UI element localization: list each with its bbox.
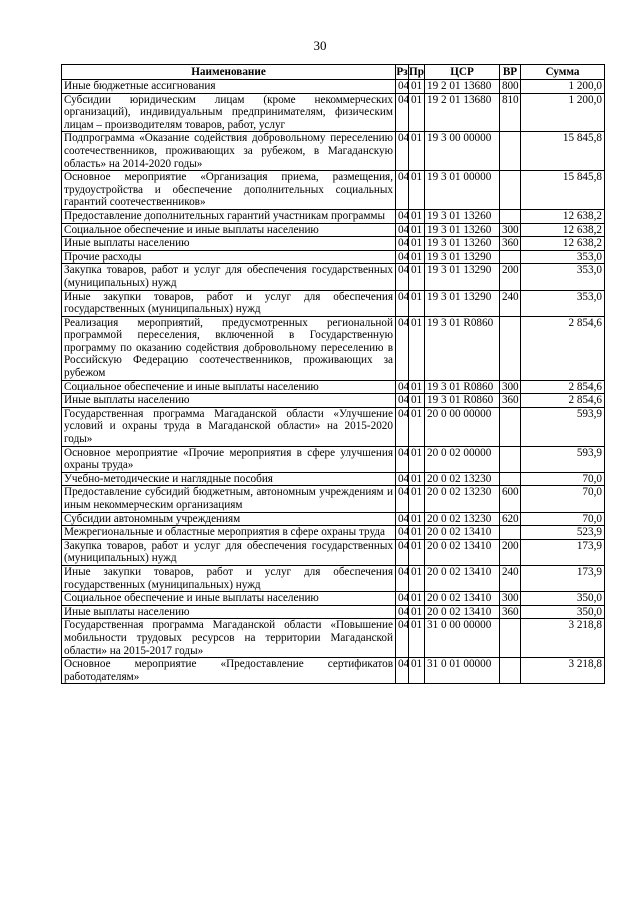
row-rz-cell: 04 (396, 223, 409, 237)
row-sum-cell: 350,0 (521, 605, 605, 619)
row-sum-cell: 2 854,6 (521, 380, 605, 394)
header-vr: ВР (500, 65, 521, 80)
row-pr-cell: 01 (409, 407, 425, 446)
row-pr-cell: 01 (409, 80, 425, 94)
row-rz-cell: 04 (396, 619, 409, 658)
row-rz-cell: 04 (396, 394, 409, 408)
row-pr-cell: 01 (409, 619, 425, 658)
table-row (62, 472, 605, 486)
row-csr-cell: 19 3 01 R0860 (425, 316, 500, 380)
table-row (62, 80, 605, 94)
row-sum-cell: 70,0 (521, 486, 605, 512)
table-row (62, 264, 605, 290)
row-pr-cell: 01 (409, 171, 425, 210)
row-pr-cell: 01 (409, 250, 425, 264)
row-vr-cell (500, 526, 521, 540)
table-row (62, 526, 605, 540)
row-name-cell: Подпрограмма «Оказание содействия добровольному переселению соотечественников, проживающих за рубежом, в Магаданскую область» на 2014-2020 годы» (62, 132, 396, 171)
row-pr-cell: 01 (409, 290, 425, 316)
row-pr-cell: 01 (409, 539, 425, 565)
row-rz-cell: 04 (396, 80, 409, 94)
row-rz-cell: 04 (396, 316, 409, 380)
row-name-cell: Реализация мероприятий, предусмотренных региональной программой переселения, включенной в Государственную программу по оказанию содействия добровольному переселению в Российскую Федерацию соотечественников, проживающих за рубежом (62, 316, 396, 380)
row-name-cell: Предоставление дополнительных гарантий участникам программы (62, 209, 396, 223)
row-vr-cell: 800 (500, 80, 521, 94)
row-pr-cell: 01 (409, 394, 425, 408)
row-sum-cell: 12 638,2 (521, 223, 605, 237)
table-row (62, 132, 605, 171)
row-csr-cell: 19 3 01 00000 (425, 171, 500, 210)
row-vr-cell (500, 316, 521, 380)
row-csr-cell: 19 3 01 13290 (425, 290, 500, 316)
row-rz-cell: 04 (396, 237, 409, 251)
row-sum-cell: 353,0 (521, 250, 605, 264)
row-csr-cell: 19 3 00 00000 (425, 132, 500, 171)
row-vr-cell: 360 (500, 394, 521, 408)
row-vr-cell: 360 (500, 605, 521, 619)
table-row (62, 237, 605, 251)
row-vr-cell: 240 (500, 290, 521, 316)
table-row (62, 539, 605, 565)
row-csr-cell: 19 3 01 R0860 (425, 380, 500, 394)
row-name-cell: Субсидии автономным учреждениям (62, 512, 396, 526)
row-csr-cell: 20 0 02 13410 (425, 539, 500, 565)
row-rz-cell: 04 (396, 539, 409, 565)
table-row (62, 316, 605, 380)
row-pr-cell: 01 (409, 472, 425, 486)
row-sum-cell: 12 638,2 (521, 237, 605, 251)
row-sum-cell: 350,0 (521, 592, 605, 606)
row-sum-cell: 1 200,0 (521, 93, 605, 132)
table-row (62, 290, 605, 316)
row-name-cell: Иные выплаты населению (62, 237, 396, 251)
row-csr-cell: 19 2 01 13680 (425, 93, 500, 132)
row-sum-cell: 3 218,8 (521, 658, 605, 684)
row-sum-cell: 1 200,0 (521, 80, 605, 94)
row-rz-cell: 04 (396, 171, 409, 210)
row-vr-cell: 600 (500, 486, 521, 512)
row-rz-cell: 04 (396, 209, 409, 223)
row-pr-cell: 01 (409, 132, 425, 171)
row-vr-cell (500, 209, 521, 223)
row-sum-cell: 12 638,2 (521, 209, 605, 223)
row-name-cell: Социальное обеспечение и иные выплаты населению (62, 592, 396, 606)
row-csr-cell: 20 0 02 13230 (425, 472, 500, 486)
row-pr-cell: 01 (409, 223, 425, 237)
row-name-cell: Межрегиональные и областные мероприятия в сфере охраны труда (62, 526, 396, 540)
row-name-cell: Основное мероприятие «Предоставление сертификатов работодателям» (62, 658, 396, 684)
row-name-cell: Иные выплаты населению (62, 605, 396, 619)
row-name-cell: Закупка товаров, работ и услуг для обеспечения государственных (муниципальных) нужд (62, 539, 396, 565)
row-vr-cell (500, 619, 521, 658)
row-sum-cell: 2 854,6 (521, 316, 605, 380)
row-name-cell: Закупка товаров, работ и услуг для обеспечения государственных (муниципальных) нужд (62, 264, 396, 290)
table-row (62, 512, 605, 526)
table-body (62, 80, 605, 684)
row-csr-cell: 19 2 01 13680 (425, 80, 500, 94)
row-vr-cell: 300 (500, 380, 521, 394)
row-vr-cell: 200 (500, 264, 521, 290)
row-sum-cell: 593,9 (521, 446, 605, 472)
row-name-cell: Основное мероприятие «Организация приема, размещения, трудоустройства и обеспечение дополнительных социальных гарантий соотечественников» (62, 171, 396, 210)
row-sum-cell: 593,9 (521, 407, 605, 446)
row-csr-cell: 19 3 01 13290 (425, 250, 500, 264)
row-csr-cell: 20 0 02 13230 (425, 512, 500, 526)
row-csr-cell: 20 0 02 13410 (425, 565, 500, 591)
row-sum-cell: 70,0 (521, 512, 605, 526)
row-name-cell: Субсидии юридическим лицам (кроме некоммерческих организаций), индивидуальным предпринимателям, физическим лицам – производителям товаров, работ, услуг (62, 93, 396, 132)
header-sum: Сумма (521, 65, 605, 80)
row-vr-cell (500, 472, 521, 486)
table-row (62, 93, 605, 132)
row-sum-cell: 15 845,8 (521, 171, 605, 210)
row-csr-cell: 20 0 02 00000 (425, 446, 500, 472)
row-vr-cell: 620 (500, 512, 521, 526)
row-name-cell: Прочие расходы (62, 250, 396, 264)
table-row (62, 605, 605, 619)
row-rz-cell: 04 (396, 526, 409, 540)
row-vr-cell (500, 407, 521, 446)
row-vr-cell: 300 (500, 592, 521, 606)
row-name-cell: Социальное обеспечение и иные выплаты населению (62, 223, 396, 237)
row-pr-cell: 01 (409, 93, 425, 132)
row-rz-cell: 04 (396, 446, 409, 472)
page-number: 30 (313, 38, 327, 53)
row-rz-cell: 04 (396, 93, 409, 132)
row-csr-cell: 20 0 02 13410 (425, 526, 500, 540)
row-pr-cell: 01 (409, 512, 425, 526)
row-rz-cell: 04 (396, 132, 409, 171)
header-name: Наименование (62, 65, 396, 80)
row-pr-cell: 01 (409, 658, 425, 684)
row-csr-cell: 19 3 01 13260 (425, 237, 500, 251)
row-rz-cell: 04 (396, 565, 409, 591)
row-pr-cell: 01 (409, 264, 425, 290)
row-vr-cell: 300 (500, 223, 521, 237)
row-rz-cell: 04 (396, 472, 409, 486)
row-name-cell: Иные закупки товаров, работ и услуг для обеспечения государственных (муниципальных) нужд (62, 565, 396, 591)
row-vr-cell: 200 (500, 539, 521, 565)
row-csr-cell: 19 3 01 13260 (425, 209, 500, 223)
header-rz: Рз (396, 65, 408, 78)
row-pr-cell: 01 (409, 526, 425, 540)
row-vr-cell (500, 658, 521, 684)
row-csr-cell: 31 0 00 00000 (425, 619, 500, 658)
row-sum-cell: 15 845,8 (521, 132, 605, 171)
row-pr-cell: 01 (409, 446, 425, 472)
row-name-cell: Иные закупки товаров, работ и услуг для обеспечения государственных (муниципальных) нужд (62, 290, 396, 316)
budget-table (61, 64, 605, 684)
row-pr-cell: 01 (409, 380, 425, 394)
row-name-cell: Основное мероприятие «Прочие мероприятия в сфере улучшения охраны труда» (62, 446, 396, 472)
row-sum-cell: 353,0 (521, 290, 605, 316)
table-row (62, 223, 605, 237)
row-csr-cell: 20 0 02 13410 (425, 592, 500, 606)
row-vr-cell: 810 (500, 93, 521, 132)
row-sum-cell: 2 854,6 (521, 394, 605, 408)
row-sum-cell: 173,9 (521, 565, 605, 591)
row-csr-cell: 20 0 02 13410 (425, 605, 500, 619)
row-vr-cell: 240 (500, 565, 521, 591)
row-pr-cell: 01 (409, 237, 425, 251)
row-name-cell: Учебно-методические и наглядные пособия (62, 472, 396, 486)
row-rz-cell: 04 (396, 380, 409, 394)
table-row (62, 565, 605, 591)
row-vr-cell: 360 (500, 237, 521, 251)
row-rz-cell: 04 (396, 264, 409, 290)
row-csr-cell: 20 0 00 00000 (425, 407, 500, 446)
row-rz-cell: 04 (396, 605, 409, 619)
header-csr: ЦСР (425, 65, 500, 80)
table-row (62, 380, 605, 394)
row-name-cell: Государственная программа Магаданской области «Улучшение условий и охраны труда в Магаданской области» на 2015-2020 годы» (62, 407, 396, 446)
row-sum-cell: 70,0 (521, 472, 605, 486)
table-row (62, 407, 605, 446)
row-sum-cell: 173,9 (521, 539, 605, 565)
row-csr-cell: 19 3 01 13290 (425, 264, 500, 290)
row-vr-cell (500, 446, 521, 472)
row-pr-cell: 01 (409, 605, 425, 619)
row-rz-cell: 04 (396, 486, 409, 512)
table-row (62, 171, 605, 210)
row-name-cell: Предоставление субсидий бюджетным, автономным учреждениям и иным некоммерческим организациям (62, 486, 396, 512)
row-rz-cell: 04 (396, 592, 409, 606)
header-pr: Пр (409, 65, 424, 78)
row-name-cell: Иные бюджетные ассигнования (62, 80, 396, 94)
row-csr-cell: 31 0 01 00000 (425, 658, 500, 684)
row-name-cell: Социальное обеспечение и иные выплаты населению (62, 380, 396, 394)
row-sum-cell: 523,9 (521, 526, 605, 540)
table-row (62, 486, 605, 512)
table-row (62, 619, 605, 658)
table-row (62, 592, 605, 606)
row-csr-cell: 20 0 02 13230 (425, 486, 500, 512)
row-vr-cell (500, 250, 521, 264)
row-rz-cell: 04 (396, 658, 409, 684)
row-sum-cell: 353,0 (521, 264, 605, 290)
table-row (62, 209, 605, 223)
row-name-cell: Государственная программа Магаданской области «Повышение мобильности трудовых ресурсов на территории Магаданской области» на 2015-2017 годы» (62, 619, 396, 658)
row-rz-cell: 04 (396, 407, 409, 446)
row-rz-cell: 04 (396, 290, 409, 316)
row-csr-cell: 19 3 01 R0860 (425, 394, 500, 408)
table-row (62, 394, 605, 408)
row-vr-cell (500, 171, 521, 210)
row-pr-cell: 01 (409, 316, 425, 380)
row-sum-cell: 3 218,8 (521, 619, 605, 658)
row-pr-cell: 01 (409, 592, 425, 606)
row-pr-cell: 01 (409, 486, 425, 512)
row-pr-cell: 01 (409, 565, 425, 591)
row-rz-cell: 04 (396, 250, 409, 264)
table-header-row (62, 65, 605, 80)
table-row (62, 658, 605, 684)
table-row (62, 446, 605, 472)
row-vr-cell (500, 132, 521, 171)
row-rz-cell: 04 (396, 512, 409, 526)
table-row (62, 250, 605, 264)
row-name-cell: Иные выплаты населению (62, 394, 396, 408)
row-pr-cell: 01 (409, 209, 425, 223)
row-csr-cell: 19 3 01 13260 (425, 223, 500, 237)
